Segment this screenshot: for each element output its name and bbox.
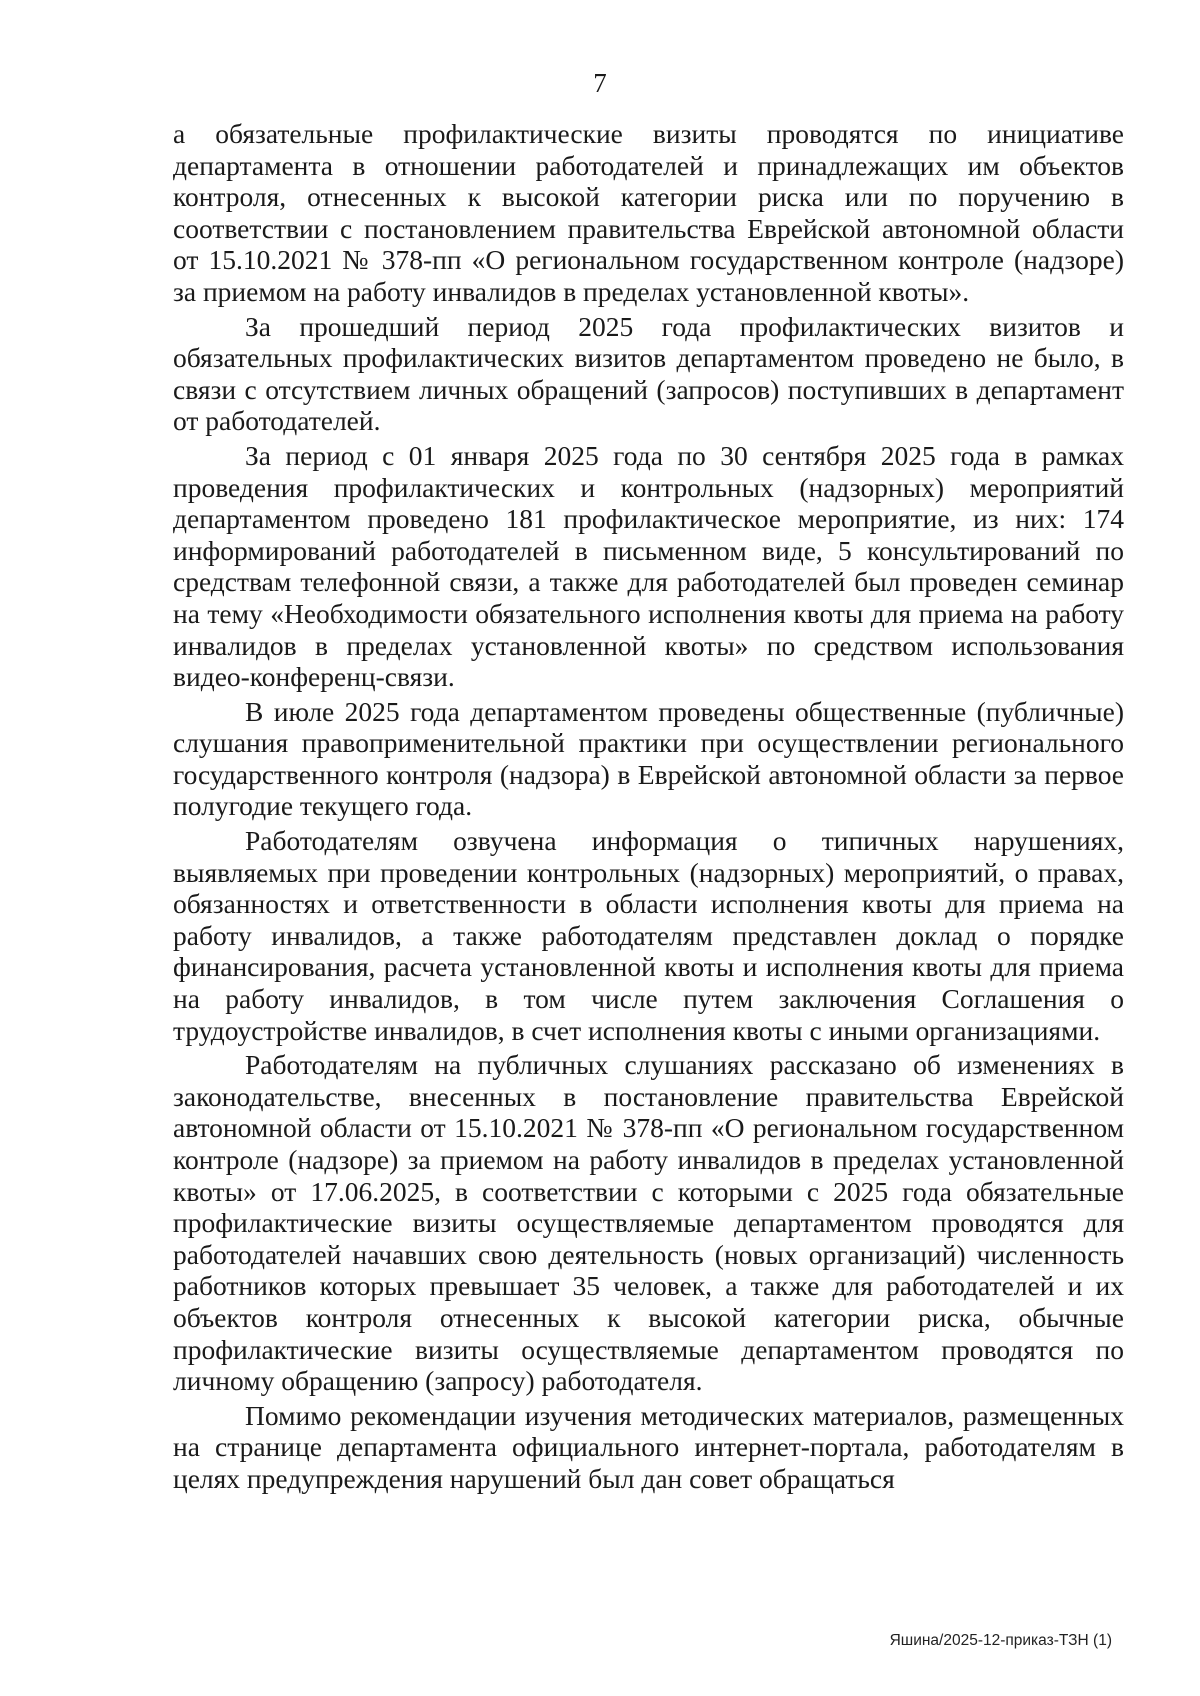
document-body xyxy=(173,118,1124,1498)
page-number: 7 xyxy=(593,68,607,98)
footer-document-reference: Яшина/2025-12-приказ-ТЗН (1) xyxy=(889,1632,1112,1649)
paragraph-employer-information: Работодателям озвучена информация о типичных нарушениях, выявляемых при проведении контрольных (надзорных) мероприятий, о правах, обязанностях и ответственности в области исполнения квоты для приема на работу инвалидов, а также работодателям представлен доклад о порядке финансирования, расчета установленной квоты и исполнения квоты для приема на работу инвалидов, в том числе путем заключения Соглашения о трудоустройстве инвалидов, в счет исполнения квоты с иными организациями. xyxy=(173,825,1124,1046)
paragraph-period-statistics: За период с 01 января 2025 года по 30 сентября 2025 года в рамках проведения профилактических и контрольных (надзорных) мероприятий департаментом проведено 181 профилактическое мероприятие, из них: 174 информирований работодателей в письменном виде, 5 консультирований по средствам телефонной связи, а также для работодателей был проведен семинар на тему «Необходимости обязательного исполнения квоты для приема на работу инвалидов в пределах установленной квоты» по средством использования видео-конференц-связи. xyxy=(173,439,1124,693)
paragraph-public-hearings: В июле 2025 года департаментом проведены общественные (публичные) слушания правоприменительной практики при осуществлении регионального государственного контроля (надзора) в Еврейской автономной области за первое полугодие текущего года. xyxy=(173,695,1124,822)
paragraph-recommendations: Помимо рекомендации изучения методических материалов, размещенных на странице департамента официального интернет-портала, работодателям в целях предупреждения нарушений был дан совет обращаться xyxy=(173,1399,1124,1494)
paragraph-legislative-changes: Работодателям на публичных слушаниях рассказано об изменениях в законодательстве, внесенных в постановление правительства Еврейской автономной области от 15.10.2021 № 378-пп «О региональном государственном контроле (надзоре) за приемом на работу инвалидов в пределах установленной квоты» от 17.06.2025, в соответствии с которыми с 2025 года обязательные профилактические визиты осуществляемые департаментом проводятся для работодателей начавших свою деятельность (новых организаций) численность работников которых превышает 35 человек, а также для работодателей и их объектов контроля отнесенных к высокой категории риска, обычные профилактические визиты осуществляемые департаментом проводятся по личному обращению (запросу) работодателя. xyxy=(173,1049,1124,1397)
paragraph-no-visits: За прошедший период 2025 года профилактических визитов и обязательных профилактических визитов департаментом проведено не было, в связи с отсутствием личных обращений (запросов) поступивших в департамент от работодателей. xyxy=(173,310,1124,437)
paragraph-continuation: а обязательные профилактические визиты проводятся по инициативе департамента в отношении работодателей и принадлежащих им объектов контроля, отнесенных к высокой категории риска или по поручению в соответствии с постановлением правительства Еврейской автономной области от 15.10.2021 № 378-пп «О региональном государственном контроле (надзоре) за приемом на работу инвалидов в пределах установленной квоты». xyxy=(173,118,1124,307)
